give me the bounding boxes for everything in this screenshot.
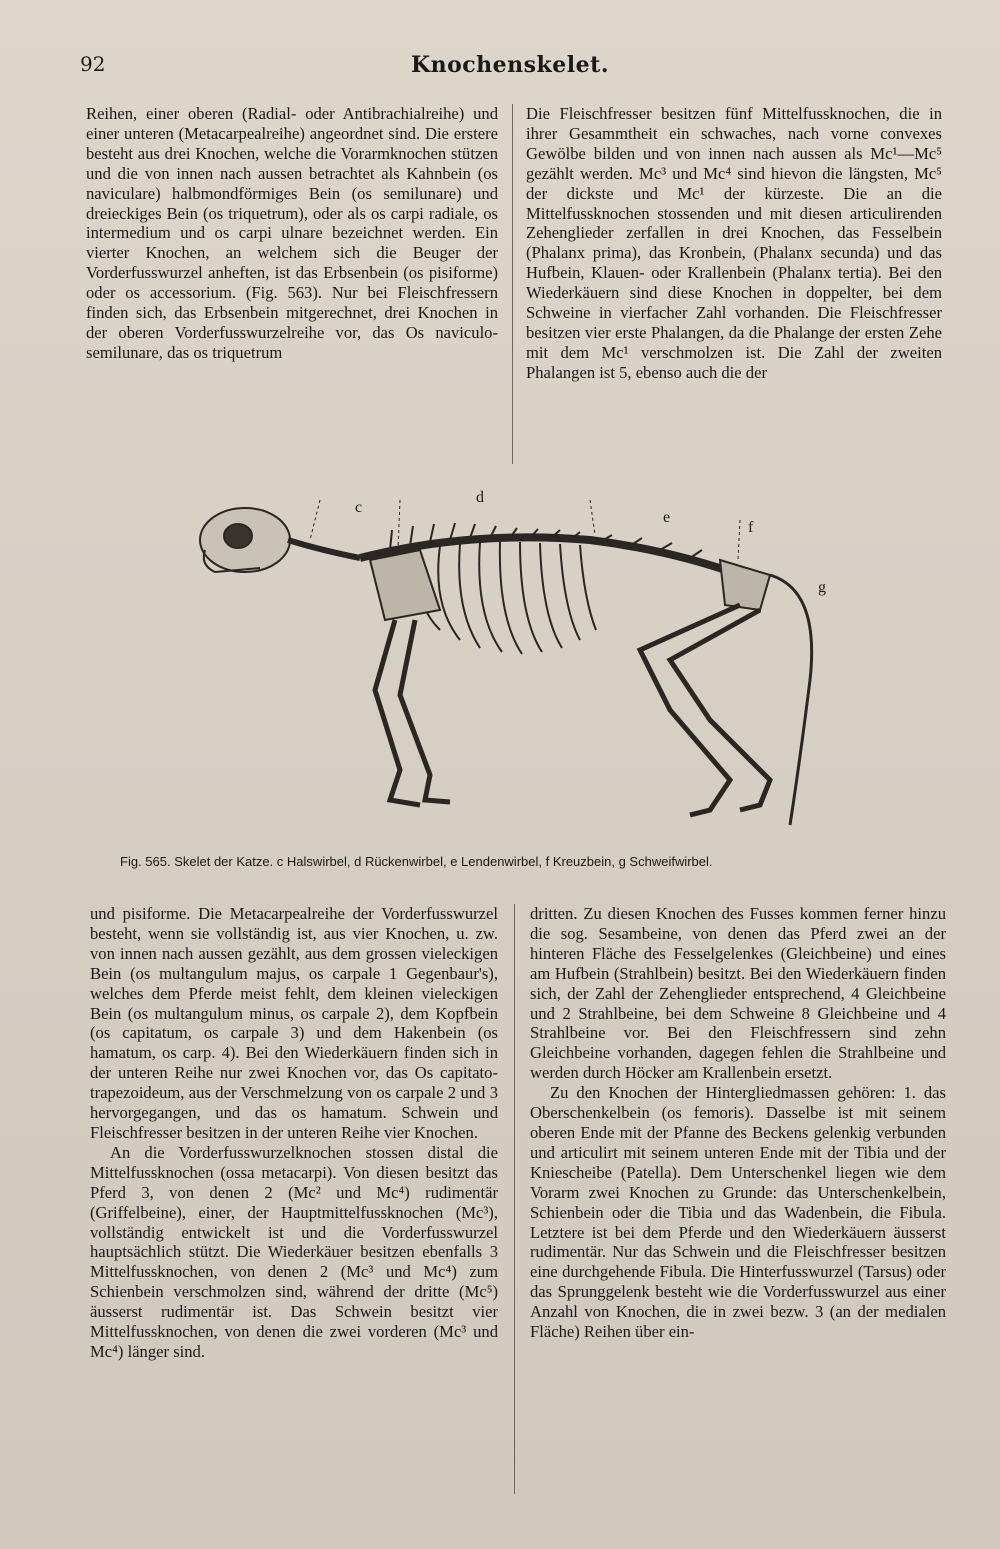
paragraph: Reihen, einer oberen (Radial- oder Antibrachialreihe) und einer unteren (Metacarpealreihe) angeordnet sind. Die erstere besteht aus drei Knochen, welche die Vorarmknochen stützen und die von innen nach aussen betrachtet als Kahnbein (os naviculare) halbmondförmiges Bein (os semilunare) und dreieckiges Bein (os triquetrum), oder als os carpi radiale, os intermedium und os carpi ulnare bezeichnet werden. Ein vierter Knochen, an welchem sich die Beuger der Vorderfusswurzel anheften, ist das Erbsenbein (os pisiforme) oder os accessorium. (Fig. 563). Nur bei Fleischfressern finden sich, das Erbsenbein mitgerechnet, drei Knochen in der oberen Vorderfusswurzelreihe vor, das Os naviculo-semilunare, das os triquetrum [86, 104, 498, 362]
page-number: 92 [80, 52, 106, 76]
paragraph: Zu den Knochen der Hintergliedmassen gehören: 1. das Oberschenkelbein (os femoris). Dasselbe ist mit seinem oberen Ende mit der Pfanne des Beckens gelenkig verbunden und articulirt mit seinem unteren Ende mit der Tibia und der Kniescheibe (Patella). Dem Unterschenkel liegen wie dem Vorarm zwei Knochen zu Grunde: das Unterschenkelbein, Schienbein oder die Tibia und das Wadenbein, die Fibula. Letztere ist bei dem Pferde und den Wiederkäuern äusserst rudimentär. Nur das Schwein und die Fleischfresser besitzen eine durchgehende Fibula. Die Hinterfusswurzel (Tarsus) oder das Sprunggelenk besteht wie die Vorderfusswurzel aus einer Anzahl von Knochen, die in zwei bezw. 3 (an der medialen Fläche) Reihen über ein- [530, 1083, 946, 1342]
column-divider [514, 904, 515, 1494]
figure-caption: Fig. 565. Skelet der Katze. c Halswirbel, d Rückenwirbel, e Lendenwirbel, f Kreuzbein, g Schweifwirbel. [120, 854, 713, 869]
paragraph: An die Vorderfusswurzelknochen stossen distal die Mittelfussknochen (ossa metacarpi). Von diesen besitzt das Pferd 3, von denen 2 (Mc² und Mc⁴) rudimentär (Griffelbeine), einer, der Hauptmittelfussknochen (Mc³), vollständig entwickelt ist und die Vorderfusswurzel hauptsächlich stützt. Die Wiederkäuer besitzen ebenfalls 3 Mittelfussknochen, von denen 2 (Mc³ und Mc⁴) zum Schienbein verschmolzen sind, während der dritte (Mc⁵) äusserst rudimentär ist. Das Schwein besitzt vier Mittelfussknochen, von denen die zwei vorderen (Mc³ und Mc⁴) länger sind. [90, 1142, 498, 1361]
figure-label-c: c [355, 499, 363, 516]
figure-label-e: e [663, 509, 671, 526]
paragraph: Die Fleischfresser besitzen fünf Mittelfussknochen, die in ihrer Gesammtheit ein schwaches, nach vorne convexes Gewölbe bilden und von innen nach aussen als Mc¹—Mc⁵ gezählt werden. Mc³ und Mc⁴ sind hievon die längsten, Mc⁵ der dickste und Mc¹ der kürzeste. Die an die Mittelfussknochen stossenden und mit diesen articulirenden Zehenglieder zerfallen in drei Knochen, das Fesselbein (Phalanx prima), das Kronbein, (Phalanx secunda) und das Hufbein, Klauen- oder Krallenbein (Phalanx tertia). Bei den Wiederkäuern sind diese Knochen in doppelter, bei dem Schweine in vierfacher Zahl vorhanden. Die Fleischfresser besitzen vier erste Phalangen, da die Phalange der ersten Zehe mit dem Mc¹ verschmolzen ist. Die Zahl der zweiten Phalangen ist 5, ebenso auch die der [526, 104, 942, 382]
paragraph: und pisiforme. Die Metacarpealreihe der Vorderfusswurzel besteht, wenn sie vollständig ist, aus vier Knochen, u. zw. von innen nach aussen gezählt, aus dem grossen vieleckigen Bein (os multangulum majus, os carpale 1 Gegenbaur's), welches dem Pferde meist fehlt, dem kleinen vieleckigen Bein (os multangulum minus, os carpale 2), dem Kopfbein (os capitatum, os carpale 3) und dem Hakenbein (os hamatum, os carp. 4). Bei den Wiederkäuern finden sich in der unteren Reihe nur zwei Knochen vor, das Os capitato-trapezoideum, aus der Verschmelzung von os carpale 2 und 3 hervorgegangen, und das os hamatum. Schwein und Fleischfresser besitzen in der unteren Reihe vier Knochen. [90, 904, 498, 1142]
column-top-right [526, 104, 942, 469]
paragraph: dritten. Zu diesen Knochen des Fusses kommen ferner hinzu die sog. Sesambeine, von denen das Pferd zwei an der hinteren Fläche des Fesselgelenkes (Gleichbeine) und eines am Hufbein (Strahlbein) besitzt. Bei den Wiederkäuern finden sich, der Zahl der Zehenglieder entsprechend, 4 Gleichbeine und 2 Strahlbeine, bei dem Schweine 8 Gleichbeine und 4 Strahlbeine vor. Bei den Fleischfressern sind zehn Gleichbeine vorhanden, dagegen fehlen die Strahlbeine und werden durch Höcker am Krallenbein ersetzt. [530, 904, 946, 1083]
column-divider [512, 104, 513, 464]
column-bottom-right [530, 904, 946, 1524]
figure-label-d: d [476, 489, 484, 506]
cat-skeleton-figure [170, 480, 870, 850]
figure-label-g: g [818, 579, 826, 596]
figure-label-f: f [748, 519, 754, 536]
page-header [80, 52, 940, 82]
cat-skeleton-illustration [170, 480, 870, 850]
column-bottom-left [90, 904, 498, 1494]
page-title: Knochenskelet. [411, 52, 609, 78]
column-top-left [86, 104, 498, 469]
